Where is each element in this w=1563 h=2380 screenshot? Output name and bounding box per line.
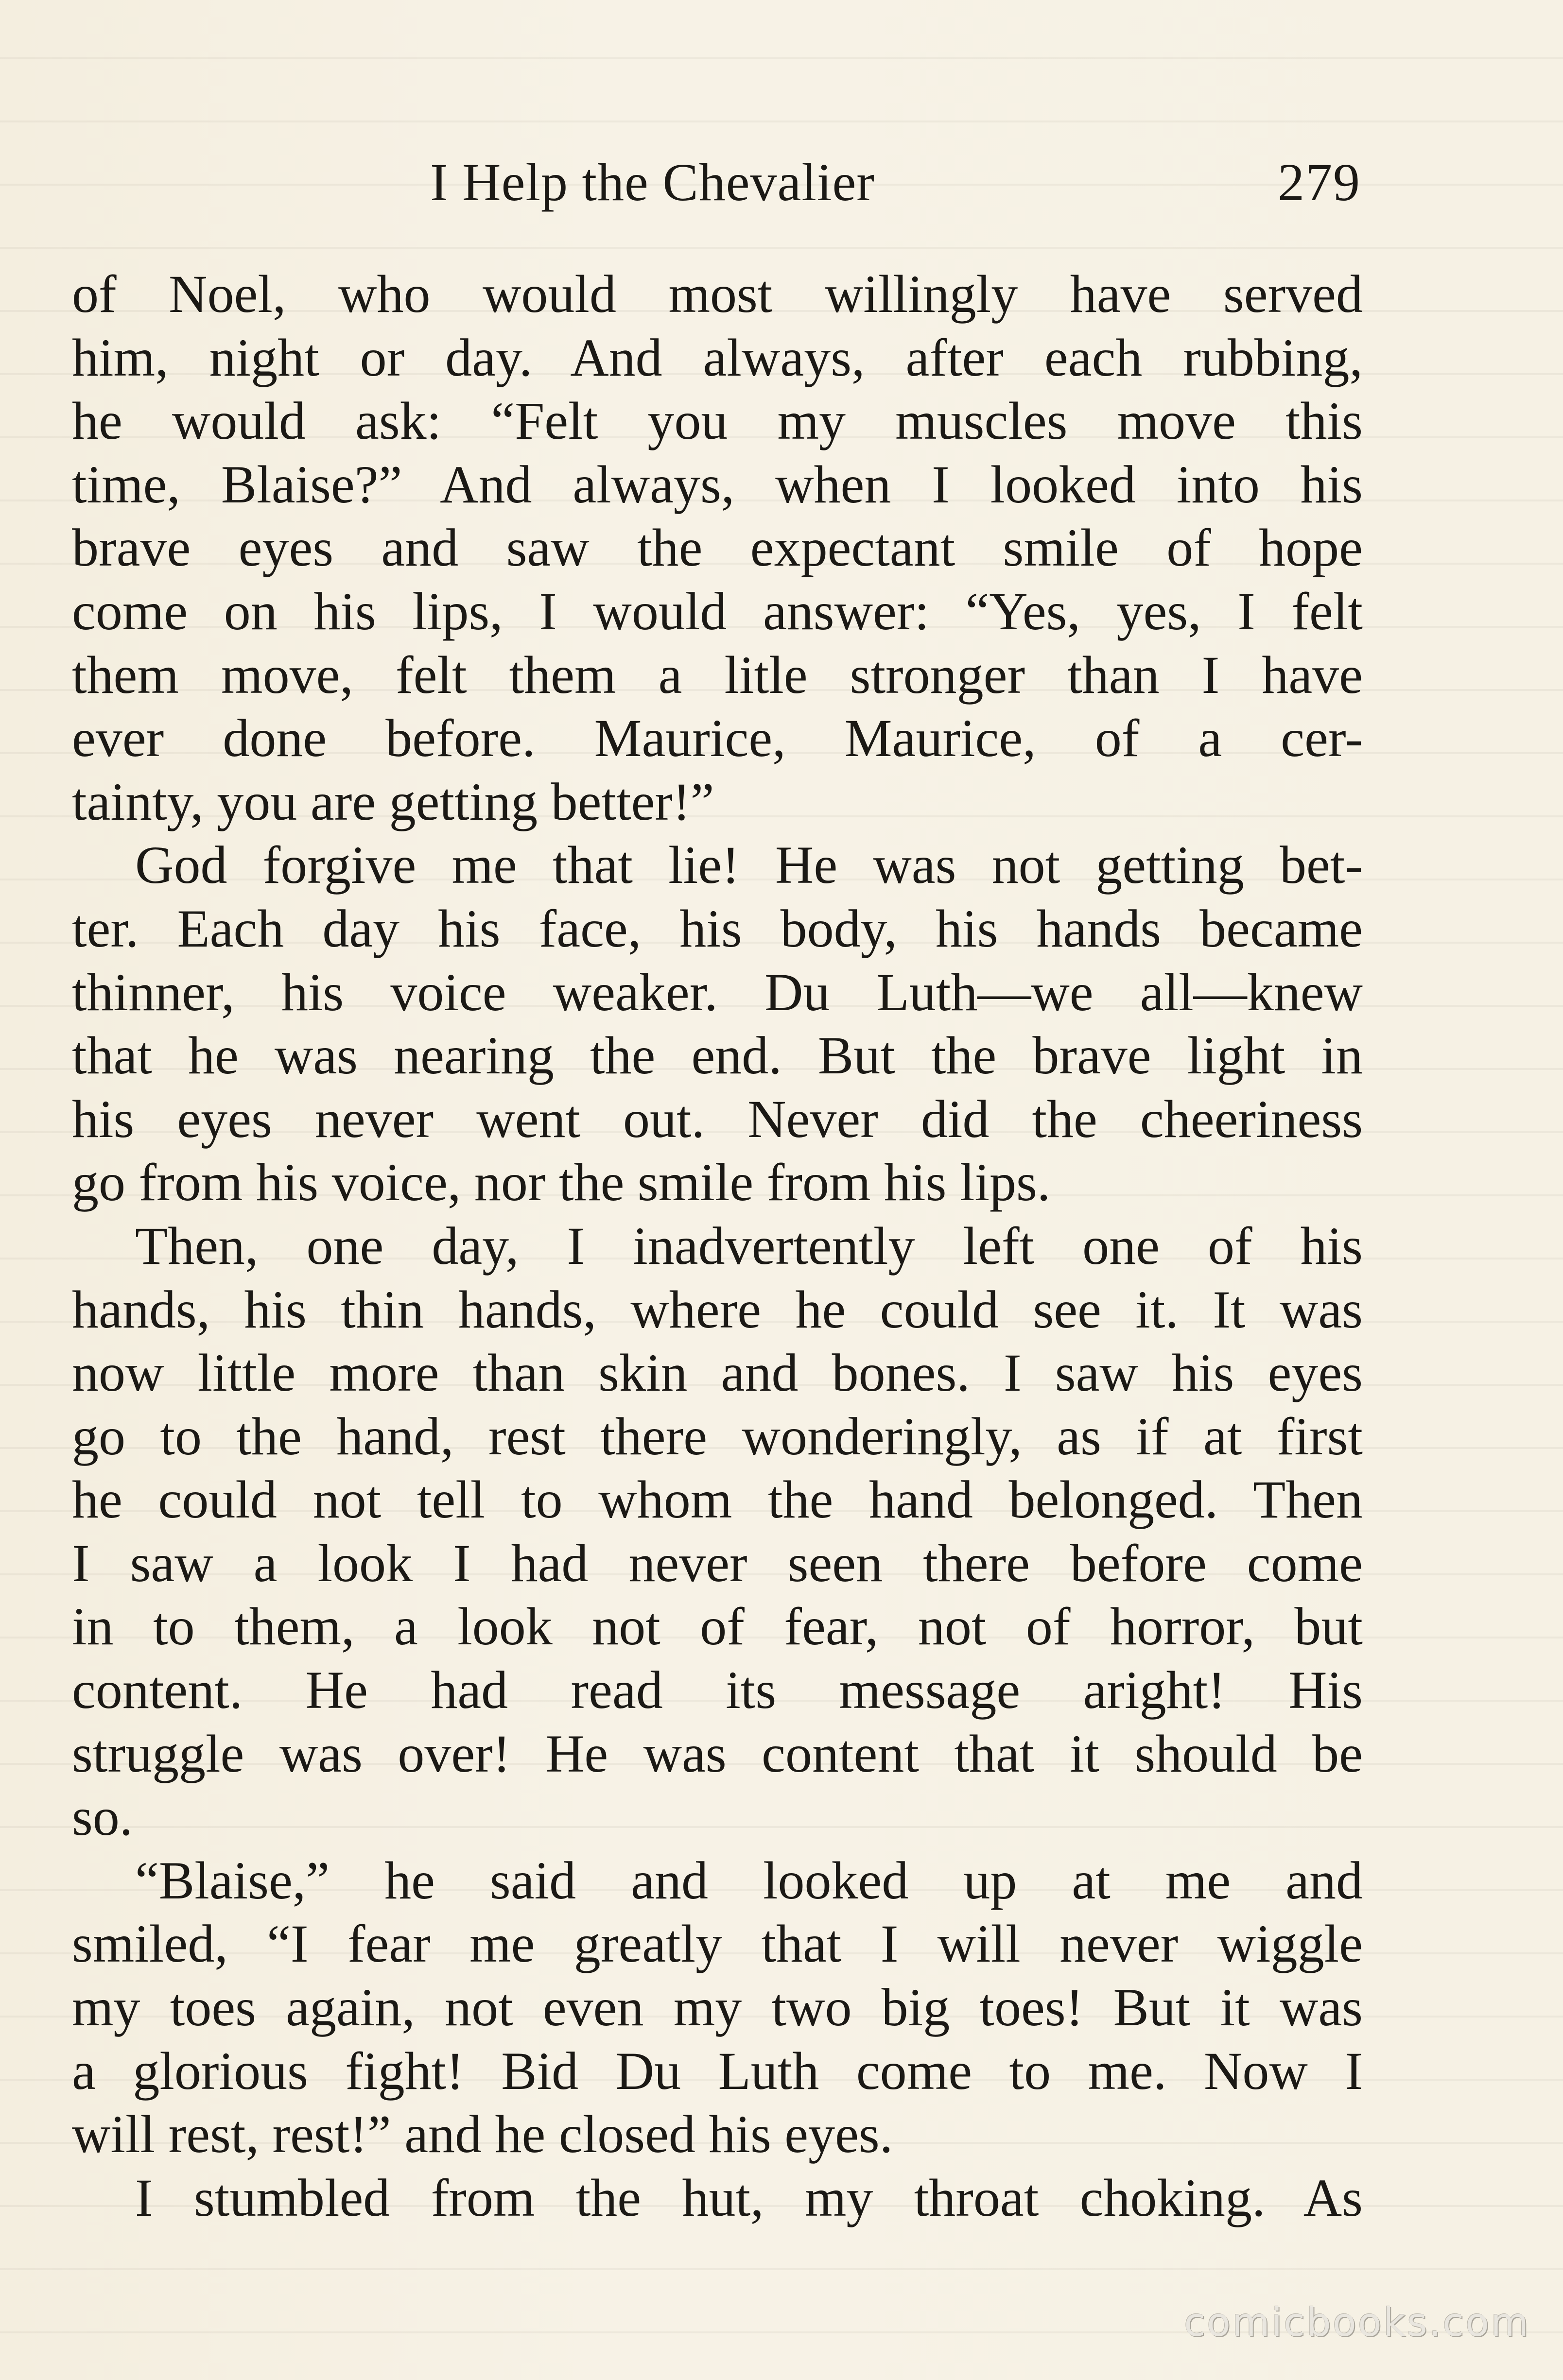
text-line: content. He had read its message aright! His: [72, 1660, 1363, 1720]
text-line: Then, one day, I inadvertently left one of his: [135, 1216, 1363, 1276]
text-line: now little more than skin and bones. I saw his eyes: [72, 1343, 1363, 1403]
text-line: thinner, his voice weaker. Du Luth—we all—knew: [72, 962, 1363, 1022]
text-line: time, Blaise?” And always, when I looked into his: [72, 454, 1363, 514]
page-header: [73, 146, 1361, 219]
body-text: [72, 262, 1363, 2229]
text-line: go from his voice, nor the smile from his lips.: [72, 1153, 1051, 1212]
text-line: God forgive me that lie! He was not getting bet-: [135, 835, 1363, 895]
text-line: “Blaise,” he said and looked up at me and: [135, 1850, 1363, 1910]
page-number: 279: [1278, 153, 1361, 212]
text-line: he could not tell to whom the hand belonged. Then: [72, 1470, 1363, 1530]
text-line: come on his lips, I would answer: “Yes, yes, I felt: [72, 581, 1363, 641]
text-line: my toes again, not even my two big toes! But it was: [72, 1978, 1363, 2037]
text-line: go to the hand, rest there wonderingly, as if at first: [72, 1406, 1363, 1466]
text-line: ever done before. Maurice, Maurice, of a cer-: [72, 708, 1363, 768]
text-line: a glorious fight! Bid Du Luth come to me. Now I: [72, 2041, 1363, 2101]
text-line: tainty, you are getting better!”: [72, 772, 714, 831]
text-line: he would ask: “Felt you my muscles move this: [72, 391, 1363, 451]
text-line: of Noel, who would most willingly have served: [72, 264, 1363, 324]
text-line: I stumbled from the hut, my throat choking. As: [135, 2168, 1363, 2227]
text-line: smiled, “I fear me greatly that I will never wiggle: [72, 1914, 1363, 1974]
text-line: that he was nearing the end. But the brave light in: [72, 1026, 1363, 1086]
text-line: his eyes never went out. Never did the cheeriness: [72, 1089, 1363, 1149]
text-line: him, night or day. And always, after each rubbing,: [72, 328, 1363, 387]
watermark: comicbooks.com: [1183, 2300, 1530, 2345]
running-title: I Help the Chevalier: [430, 153, 875, 212]
text-line: ter. Each day his face, his body, his hands became: [72, 898, 1363, 958]
text-line: struggle was over! He was content that it should be: [72, 1724, 1363, 1783]
text-line: hands, his thin hands, where he could see it. It was: [72, 1279, 1363, 1339]
text-line: them move, felt them a litle stronger than I have: [72, 645, 1363, 705]
text-line: will rest, rest!” and he closed his eyes.: [72, 2104, 893, 2164]
text-line: so.: [72, 1787, 133, 1847]
text-line: brave eyes and saw the expectant smile of hope: [72, 518, 1363, 578]
text-line: in to them, a look not of fear, not of horror, but: [72, 1597, 1363, 1656]
text-line: I saw a look I had never seen there before come: [72, 1533, 1363, 1593]
